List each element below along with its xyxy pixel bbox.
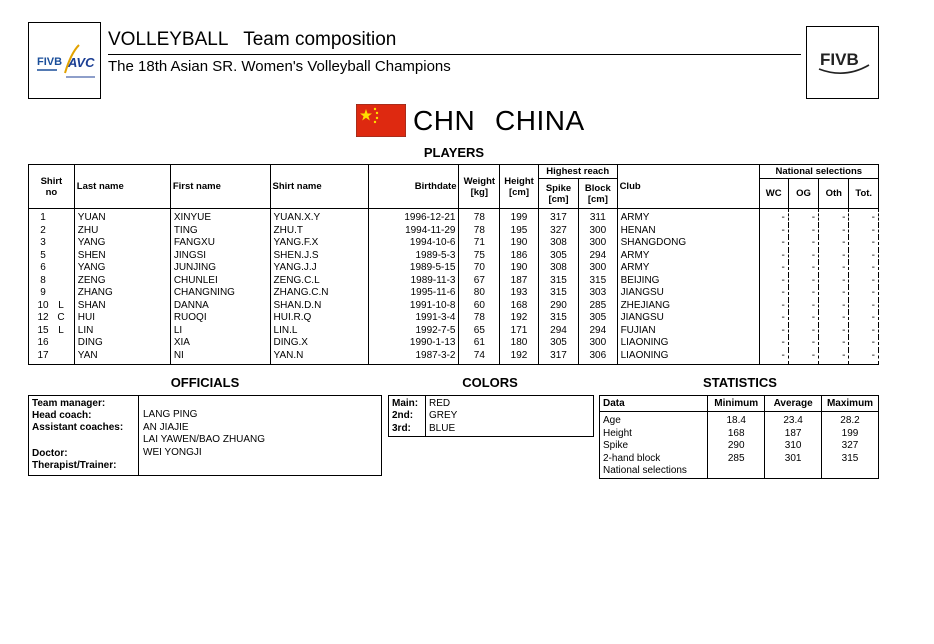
- right-logo-box: [806, 26, 879, 99]
- player-row: [29, 300, 879, 313]
- player-tot: -: [849, 250, 879, 263]
- player-first: DANNA: [170, 300, 270, 313]
- player-oth: -: [819, 237, 849, 250]
- player-height: 192: [500, 350, 539, 365]
- country-code: CHN: [413, 105, 476, 136]
- player-first: FANGXU: [170, 237, 270, 250]
- player-oth: -: [819, 287, 849, 300]
- country-name: CHINA: [495, 105, 585, 136]
- col-shirt-name-header: Shirt name: [270, 165, 368, 209]
- player-spike: 317: [538, 350, 578, 365]
- player-club: BEIJING: [617, 275, 759, 288]
- stats-row: [600, 465, 879, 478]
- player-last: ZHANG: [74, 287, 170, 300]
- player-spike: 315: [538, 312, 578, 325]
- player-shirt-no: [29, 225, 75, 238]
- fivb-small-logo-text: FIVB: [37, 56, 63, 68]
- player-weight: 70: [459, 262, 500, 275]
- stats-row: [600, 428, 879, 441]
- player-oth: -: [819, 275, 849, 288]
- player-weight: 65: [459, 325, 500, 338]
- player-row: [29, 337, 879, 350]
- player-oth: -: [819, 325, 849, 338]
- shirt-number: 10: [37, 299, 49, 311]
- shirt-number: 9: [40, 287, 46, 298]
- stats-avg: 310: [765, 440, 822, 453]
- player-shirt-name: ZHU.T: [270, 225, 368, 238]
- player-og: -: [788, 325, 818, 338]
- stats-row: [600, 453, 879, 466]
- player-club: ZHEJIANG: [617, 300, 759, 313]
- player-last: YANG: [74, 237, 170, 250]
- player-og: -: [788, 312, 818, 325]
- player-weight: 80: [459, 287, 500, 300]
- player-oth: -: [819, 209, 849, 225]
- player-birth: 1987-3-2: [368, 350, 459, 365]
- head-coach-label: Head coach:: [32, 410, 92, 421]
- player-shirt-no: [29, 262, 75, 275]
- player-club: HENAN: [617, 225, 759, 238]
- stats-avg: 301: [765, 453, 822, 466]
- player-club: FUJIAN: [617, 325, 759, 338]
- col-weight-header: Weight [kg]: [459, 165, 500, 209]
- player-weight: 74: [459, 350, 500, 365]
- shirt-number: 5: [40, 249, 46, 261]
- player-last: DING: [74, 337, 170, 350]
- color-3rd-label: 3rd:: [392, 423, 411, 434]
- color-main-label: Main:: [392, 398, 419, 409]
- player-height: 171: [500, 325, 539, 338]
- player-first: CHUNLEI: [170, 275, 270, 288]
- player-shirt-no: [29, 350, 75, 365]
- player-row: [29, 262, 879, 275]
- stats-avg: 23.4: [765, 412, 822, 428]
- player-row: [29, 250, 879, 263]
- player-block: 311: [579, 209, 617, 225]
- player-oth: -: [819, 262, 849, 275]
- player-og: -: [788, 262, 818, 275]
- player-oth: -: [819, 225, 849, 238]
- stats-max: 315: [822, 453, 879, 466]
- player-oth: -: [819, 250, 849, 263]
- player-block: 300: [579, 237, 617, 250]
- page-title: VOLLEYBALL Team composition: [108, 29, 397, 50]
- col-national-selections-header: National selections: [759, 165, 879, 179]
- player-wc: -: [759, 325, 788, 338]
- stats-label: Age: [600, 412, 708, 428]
- assistant-coaches-label: Assistant coaches:: [32, 422, 124, 433]
- title-divider: [108, 54, 801, 55]
- player-row: [29, 237, 879, 250]
- stats-min: [708, 465, 765, 478]
- player-spike: 290: [538, 300, 578, 313]
- shirt-number: 6: [40, 262, 46, 273]
- player-wc: -: [759, 350, 788, 365]
- shirt-number: 8: [40, 274, 46, 286]
- player-shirt-no: [29, 337, 75, 350]
- player-height: 168: [500, 300, 539, 313]
- color-main-value: RED: [429, 398, 451, 409]
- stats-data-header: Data: [600, 396, 708, 412]
- player-block: 285: [579, 300, 617, 313]
- player-first: JINGSI: [170, 250, 270, 263]
- player-club: JIANGSU: [617, 312, 759, 325]
- player-og: -: [788, 209, 818, 225]
- player-shirt-name: SHEN.J.S: [270, 250, 368, 263]
- player-shirt-no: [29, 250, 75, 263]
- player-club: LIAONING: [617, 350, 759, 365]
- player-weight: 67: [459, 275, 500, 288]
- player-shirt-name: YUAN.X.Y: [270, 209, 368, 225]
- col-block-header: Block [cm]: [579, 179, 617, 209]
- player-last: YANG: [74, 262, 170, 275]
- col-club-header: Club: [617, 165, 759, 209]
- stats-min: 168: [708, 428, 765, 441]
- player-birth: 1995-11-6: [368, 287, 459, 300]
- player-shirt-no: [29, 325, 75, 338]
- player-spike: 305: [538, 250, 578, 263]
- player-tot: -: [849, 237, 879, 250]
- player-wc: -: [759, 250, 788, 263]
- player-shirt-name: SHAN.D.N: [270, 300, 368, 313]
- stats-avg: 187: [765, 428, 822, 441]
- shirt-number: 1: [40, 212, 46, 223]
- player-spike: 308: [538, 237, 578, 250]
- stats-label: Spike: [600, 440, 708, 453]
- competition-name: The 18th Asian SR. Women's Volleyball Champions: [108, 58, 451, 75]
- player-oth: -: [819, 350, 849, 365]
- left-logo-box: [28, 22, 101, 99]
- col-tot-header: Tot.: [849, 179, 879, 209]
- stats-max: 28.2: [822, 412, 879, 428]
- player-height: 186: [500, 250, 539, 263]
- color-2nd-label: 2nd:: [392, 410, 414, 421]
- player-tot: -: [849, 337, 879, 350]
- player-last: SHAN: [74, 300, 170, 313]
- player-block: 294: [579, 250, 617, 263]
- stats-min-header: Minimum: [708, 396, 765, 412]
- player-shirt-no: [29, 237, 75, 250]
- player-spike: 315: [538, 275, 578, 288]
- player-shirt-no: [29, 300, 75, 313]
- col-spike-header: Spike [cm]: [538, 179, 578, 209]
- player-weight: 75: [459, 250, 500, 263]
- player-tot: -: [849, 325, 879, 338]
- player-weight: 60: [459, 300, 500, 313]
- assistant-coach-1: AN JIAJIE: [143, 422, 189, 433]
- stats-max-header: Maximum: [822, 396, 879, 412]
- player-tot: -: [849, 300, 879, 313]
- player-club: SHANGDONG: [617, 237, 759, 250]
- stats-min: 18.4: [708, 412, 765, 428]
- stats-label: 2-hand block: [600, 453, 708, 466]
- player-wc: -: [759, 275, 788, 288]
- player-club: ARMY: [617, 262, 759, 275]
- statistics-heading: STATISTICS: [703, 375, 777, 390]
- player-block: 300: [579, 225, 617, 238]
- player-og: -: [788, 225, 818, 238]
- shirt-number: 12: [37, 312, 49, 323]
- player-wc: -: [759, 337, 788, 350]
- player-oth: -: [819, 312, 849, 325]
- player-shirt-no: [29, 312, 75, 325]
- officials-heading: OFFICIALS: [170, 375, 240, 390]
- player-oth: -: [819, 300, 849, 313]
- player-shirt-name: DING.X: [270, 337, 368, 350]
- player-block: 305: [579, 312, 617, 325]
- player-og: -: [788, 350, 818, 365]
- player-spike: 315: [538, 287, 578, 300]
- col-first-name-header: First name: [170, 165, 270, 209]
- player-wc: -: [759, 237, 788, 250]
- head-coach-value: LANG PING: [143, 409, 198, 420]
- col-og-header: OG: [788, 179, 818, 209]
- colors-box: [388, 395, 594, 437]
- player-first: XINYUE: [170, 209, 270, 225]
- color-3rd-value: BLUE: [429, 423, 456, 434]
- player-birth: 1989-5-3: [368, 250, 459, 263]
- player-row: [29, 325, 879, 338]
- therapist-label: Therapist/Trainer:: [32, 460, 117, 471]
- player-birth: 1992-7-5: [368, 325, 459, 338]
- shirt-number: 3: [40, 237, 46, 248]
- player-spike: 317: [538, 209, 578, 225]
- player-og: -: [788, 237, 818, 250]
- doctor-label: Doctor:: [32, 448, 68, 459]
- player-row: [29, 350, 879, 365]
- player-role: L: [58, 324, 64, 336]
- stats-min: 290: [708, 440, 765, 453]
- player-first: LI: [170, 325, 270, 338]
- player-block: 300: [579, 337, 617, 350]
- fivb-avc-logo-icon: [29, 23, 100, 98]
- statistics-table: [599, 395, 879, 479]
- stats-max: 199: [822, 428, 879, 441]
- player-first: XIA: [170, 337, 270, 350]
- player-shirt-name: ZENG.C.L: [270, 275, 368, 288]
- player-tot: -: [849, 262, 879, 275]
- player-last: ZHU: [74, 225, 170, 238]
- player-row: [29, 275, 879, 288]
- col-highest-reach-header: Highest reach: [538, 165, 617, 179]
- player-birth: 1991-10-8: [368, 300, 459, 313]
- player-shirt-name: HUI.R.Q: [270, 312, 368, 325]
- player-birth: 1994-11-29: [368, 225, 459, 238]
- assistant-coach-2: LAI YAWEN/BAO ZHUANG: [143, 434, 266, 445]
- player-last: LIN: [74, 325, 170, 338]
- player-weight: 78: [459, 209, 500, 225]
- color-2nd-value: GREY: [429, 410, 458, 421]
- player-shirt-name: LIN.L: [270, 325, 368, 338]
- player-shirt-no: [29, 275, 75, 288]
- stats-min: 285: [708, 453, 765, 466]
- col-oth-header: Oth: [819, 179, 849, 209]
- player-birth: 1990-1-13: [368, 337, 459, 350]
- player-club: ARMY: [617, 209, 759, 225]
- player-height: 190: [500, 262, 539, 275]
- player-weight: 78: [459, 312, 500, 325]
- player-tot: -: [849, 209, 879, 225]
- player-last: ZENG: [74, 275, 170, 288]
- players-heading: PLAYERS: [423, 145, 485, 160]
- player-height: 180: [500, 337, 539, 350]
- player-first: RUOQI: [170, 312, 270, 325]
- player-height: 199: [500, 209, 539, 225]
- player-oth: -: [819, 337, 849, 350]
- col-shirt-header: Shirt no: [29, 165, 75, 209]
- col-wc-header: WC: [759, 179, 788, 209]
- player-last: YAN: [74, 350, 170, 365]
- player-shirt-name: YANG.F.X: [270, 237, 368, 250]
- player-block: 306: [579, 350, 617, 365]
- stats-label: Height: [600, 428, 708, 441]
- player-tot: -: [849, 312, 879, 325]
- player-height: 193: [500, 287, 539, 300]
- player-spike: 305: [538, 337, 578, 350]
- avc-logo-text: AVC: [68, 55, 95, 70]
- player-block: 303: [579, 287, 617, 300]
- player-birth: 1989-11-3: [368, 275, 459, 288]
- player-birth: 1994-10-6: [368, 237, 459, 250]
- player-role: C: [57, 312, 65, 323]
- player-weight: 71: [459, 237, 500, 250]
- player-first: NI: [170, 350, 270, 365]
- player-spike: 327: [538, 225, 578, 238]
- player-birth: 1996-12-21: [368, 209, 459, 225]
- player-wc: -: [759, 312, 788, 325]
- stats-row: [600, 412, 879, 428]
- player-row: [29, 225, 879, 238]
- player-first: TING: [170, 225, 270, 238]
- player-birth: 1989-5-15: [368, 262, 459, 275]
- player-role: L: [58, 299, 64, 311]
- player-wc: -: [759, 287, 788, 300]
- player-height: 190: [500, 237, 539, 250]
- player-first: JUNJING: [170, 262, 270, 275]
- stats-label: National selections: [600, 465, 708, 478]
- player-tot: -: [849, 225, 879, 238]
- players-table: [28, 164, 879, 365]
- stats-max: 327: [822, 440, 879, 453]
- col-height-header: Height [cm]: [500, 165, 539, 209]
- stats-row: [600, 440, 879, 453]
- player-birth: 1991-3-4: [368, 312, 459, 325]
- fivb-logo-icon: [807, 27, 878, 98]
- player-row: [29, 287, 879, 300]
- player-wc: -: [759, 300, 788, 313]
- colors-heading: COLORS: [462, 375, 518, 390]
- player-wc: -: [759, 225, 788, 238]
- player-shirt-name: YANG.J.J: [270, 262, 368, 275]
- player-height: 195: [500, 225, 539, 238]
- player-last: SHEN: [74, 250, 170, 263]
- player-tot: -: [849, 275, 879, 288]
- player-shirt-no: [29, 287, 75, 300]
- player-club: ARMY: [617, 250, 759, 263]
- player-block: 294: [579, 325, 617, 338]
- player-club: LIAONING: [617, 337, 759, 350]
- player-shirt-no: [29, 209, 75, 225]
- fivb-logo-text: FIVB: [820, 50, 859, 69]
- col-last-name-header: Last name: [74, 165, 170, 209]
- shirt-number: 17: [37, 349, 49, 361]
- player-og: -: [788, 275, 818, 288]
- col-birthdate-header: Birthdate: [368, 165, 459, 209]
- player-og: -: [788, 287, 818, 300]
- shirt-number: 15: [37, 324, 49, 336]
- player-row: [29, 209, 879, 225]
- player-last: YUAN: [74, 209, 170, 225]
- player-og: -: [788, 300, 818, 313]
- player-og: -: [788, 250, 818, 263]
- player-height: 187: [500, 275, 539, 288]
- shirt-number: 16: [37, 337, 49, 348]
- player-shirt-name: ZHANG.C.N: [270, 287, 368, 300]
- team-manager-label: Team manager:: [32, 398, 106, 409]
- shirt-number: 2: [40, 224, 46, 236]
- player-tot: -: [849, 350, 879, 365]
- player-weight: 61: [459, 337, 500, 350]
- player-weight: 78: [459, 225, 500, 238]
- player-spike: 308: [538, 262, 578, 275]
- stats-avg-header: Average: [765, 396, 822, 412]
- player-club: JIANGSU: [617, 287, 759, 300]
- china-flag-icon: [356, 104, 406, 137]
- player-wc: -: [759, 209, 788, 225]
- player-last: HUI: [74, 312, 170, 325]
- player-og: -: [788, 337, 818, 350]
- player-spike: 294: [538, 325, 578, 338]
- player-shirt-name: YAN.N: [270, 350, 368, 365]
- player-tot: -: [849, 287, 879, 300]
- player-first: CHANGNING: [170, 287, 270, 300]
- doctor-value: WEI YONGJI: [143, 447, 202, 458]
- stats-max: [822, 465, 879, 478]
- player-row: [29, 312, 879, 325]
- player-wc: -: [759, 262, 788, 275]
- player-height: 192: [500, 312, 539, 325]
- stats-avg: [765, 465, 822, 478]
- player-block: 300: [579, 262, 617, 275]
- player-block: 315: [579, 275, 617, 288]
